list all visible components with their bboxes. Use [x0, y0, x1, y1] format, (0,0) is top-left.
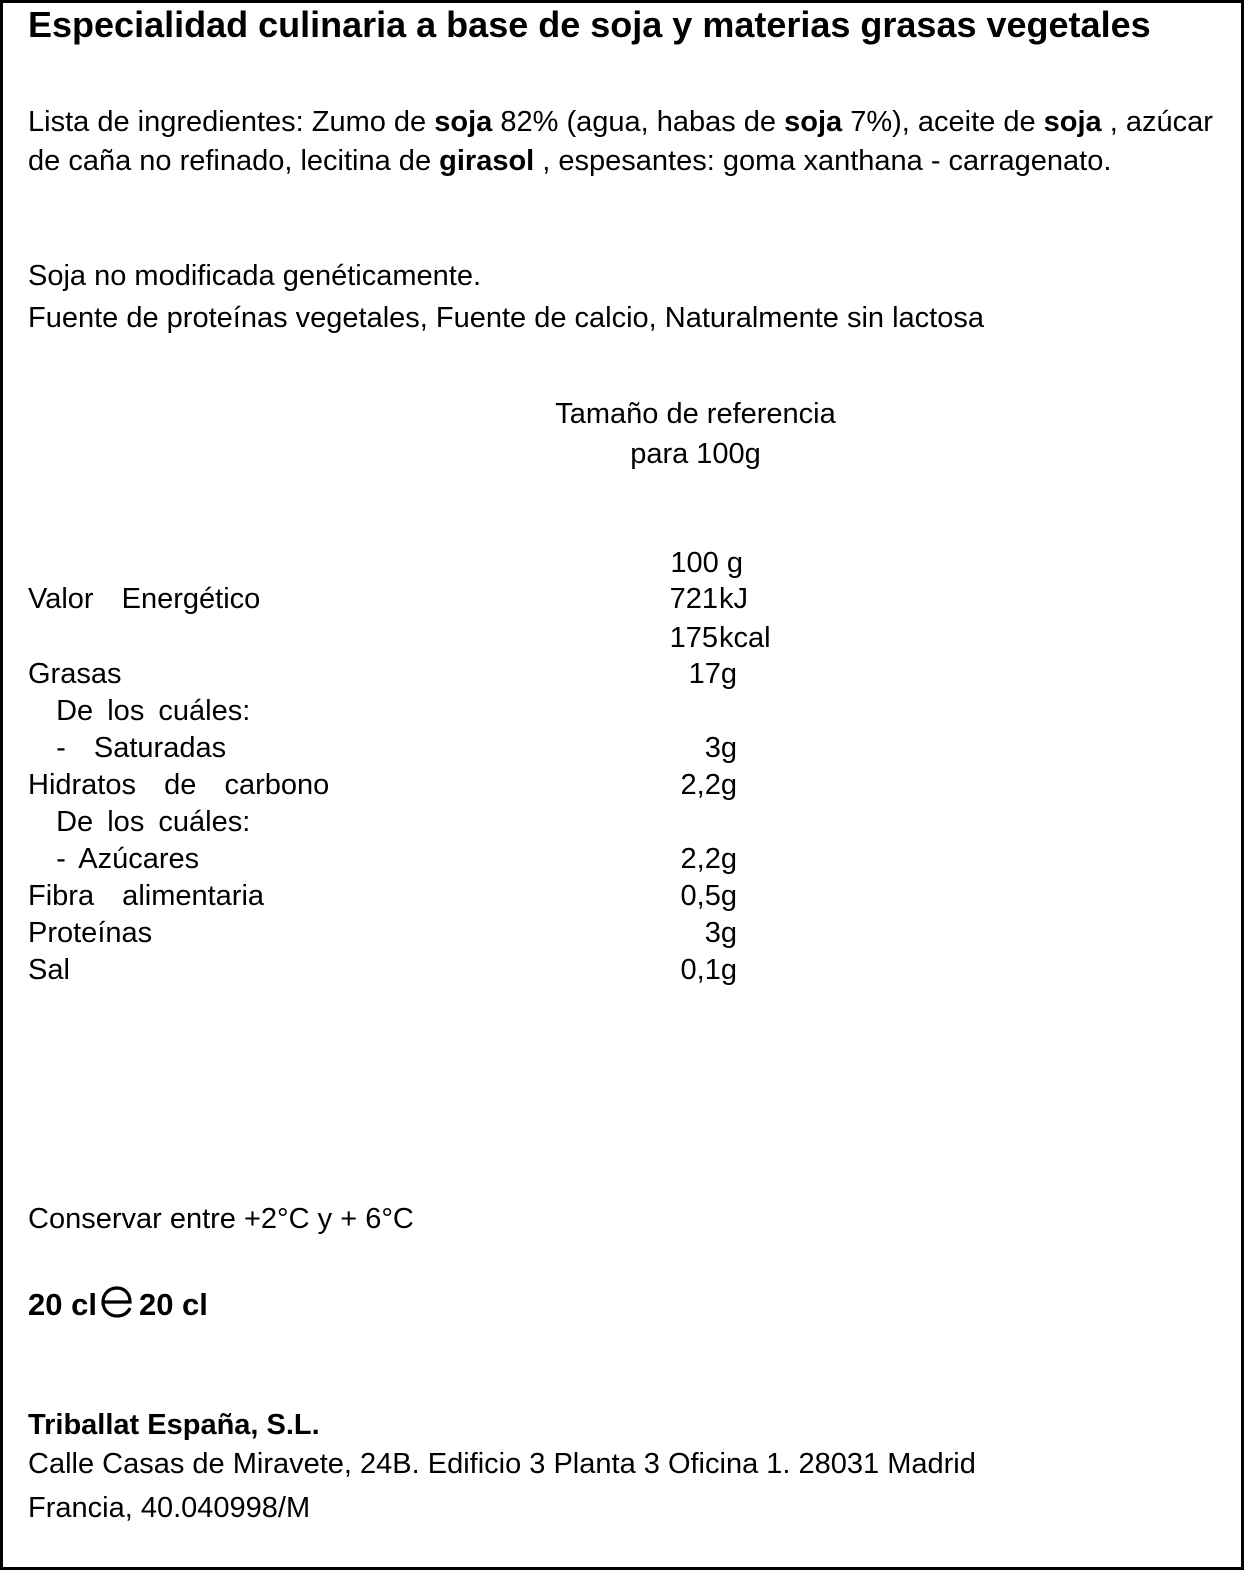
product-title: Especialidad culinaria a base de soja y materias grasas vegetales [28, 4, 1151, 45]
ingredients-text: , espesantes: goma xanthana - carragenato. [534, 145, 1112, 177]
volume-statement [28, 1285, 208, 1329]
nutrition-row-label: De los cuáles: [28, 806, 251, 838]
energy-kj-value: 721 [669, 583, 718, 615]
reference-size-line2: para 100g [630, 438, 761, 470]
gmo-note: Soja no modificada genéticamente. [28, 260, 482, 292]
allergen-soja: soja [784, 106, 843, 138]
nutrition-row-label: Grasas [28, 658, 122, 690]
energy-kcal-unit: kcal [719, 622, 771, 654]
ingredients-text: 82% (agua, habas de [492, 106, 785, 138]
ingredients-list [28, 103, 1228, 181]
allergen-soja: soja [1043, 106, 1102, 138]
reference-size-line1: Tamaño de referencia [555, 398, 836, 430]
ingredients-text: 7%), aceite de [842, 106, 1044, 138]
estimated-sign-icon [99, 1285, 135, 1329]
serving-size: 100 g [670, 547, 743, 579]
allergen-girasol: girasol [439, 145, 535, 177]
energy-kcal-value: 175 [669, 622, 718, 654]
allergen-soja: soja [434, 106, 493, 138]
volume-right: 20 cl [138, 1287, 208, 1323]
nutrition-row-value: 3g [704, 732, 737, 764]
nutrition-row-value: 0,5g [680, 880, 737, 912]
company-address: Calle Casas de Miravete, 24B. Edificio 3 Planta 3 Oficina 1. 28031 Madrid [28, 1448, 976, 1480]
nutrition-row-value: 17g [688, 658, 737, 690]
nutrition-row-label: Fibra alimentaria [28, 880, 265, 912]
nutrition-row-value: 2,2g [680, 769, 737, 801]
nutrition-row-label: Proteínas [28, 917, 153, 949]
storage-instructions: Conservar entre +2°C y + 6°C [28, 1203, 414, 1235]
product-claims: Fuente de proteínas vegetales, Fuente de calcio, Naturalmente sin lactosa [28, 302, 984, 334]
nutrition-row-label: Hidratos de carbono [28, 769, 330, 801]
ingredients-text: , azúcar de caña no refinado, lecitina de [28, 106, 1213, 177]
nutrition-row-label: - Azúcares [28, 843, 200, 875]
health-mark-code: Francia, 40.040998/M [28, 1492, 311, 1524]
energy-label: Valor Energético [28, 583, 261, 615]
energy-kj-unit: kJ [719, 583, 748, 615]
nutrition-row-label: - Saturadas [28, 732, 227, 764]
company-name: Triballat España, S.L. [28, 1409, 320, 1441]
nutrition-row-value: 3g [704, 917, 737, 949]
nutrition-row-label: De los cuáles: [28, 695, 251, 727]
nutrition-row-label: Sal [28, 954, 70, 986]
nutrition-row-value: 0,1g [680, 954, 737, 986]
nutrition-row-value: 2,2g [680, 843, 737, 875]
volume-left: 20 cl [28, 1287, 97, 1323]
ingredients-text: Lista de ingredientes: Zumo de [28, 106, 435, 138]
